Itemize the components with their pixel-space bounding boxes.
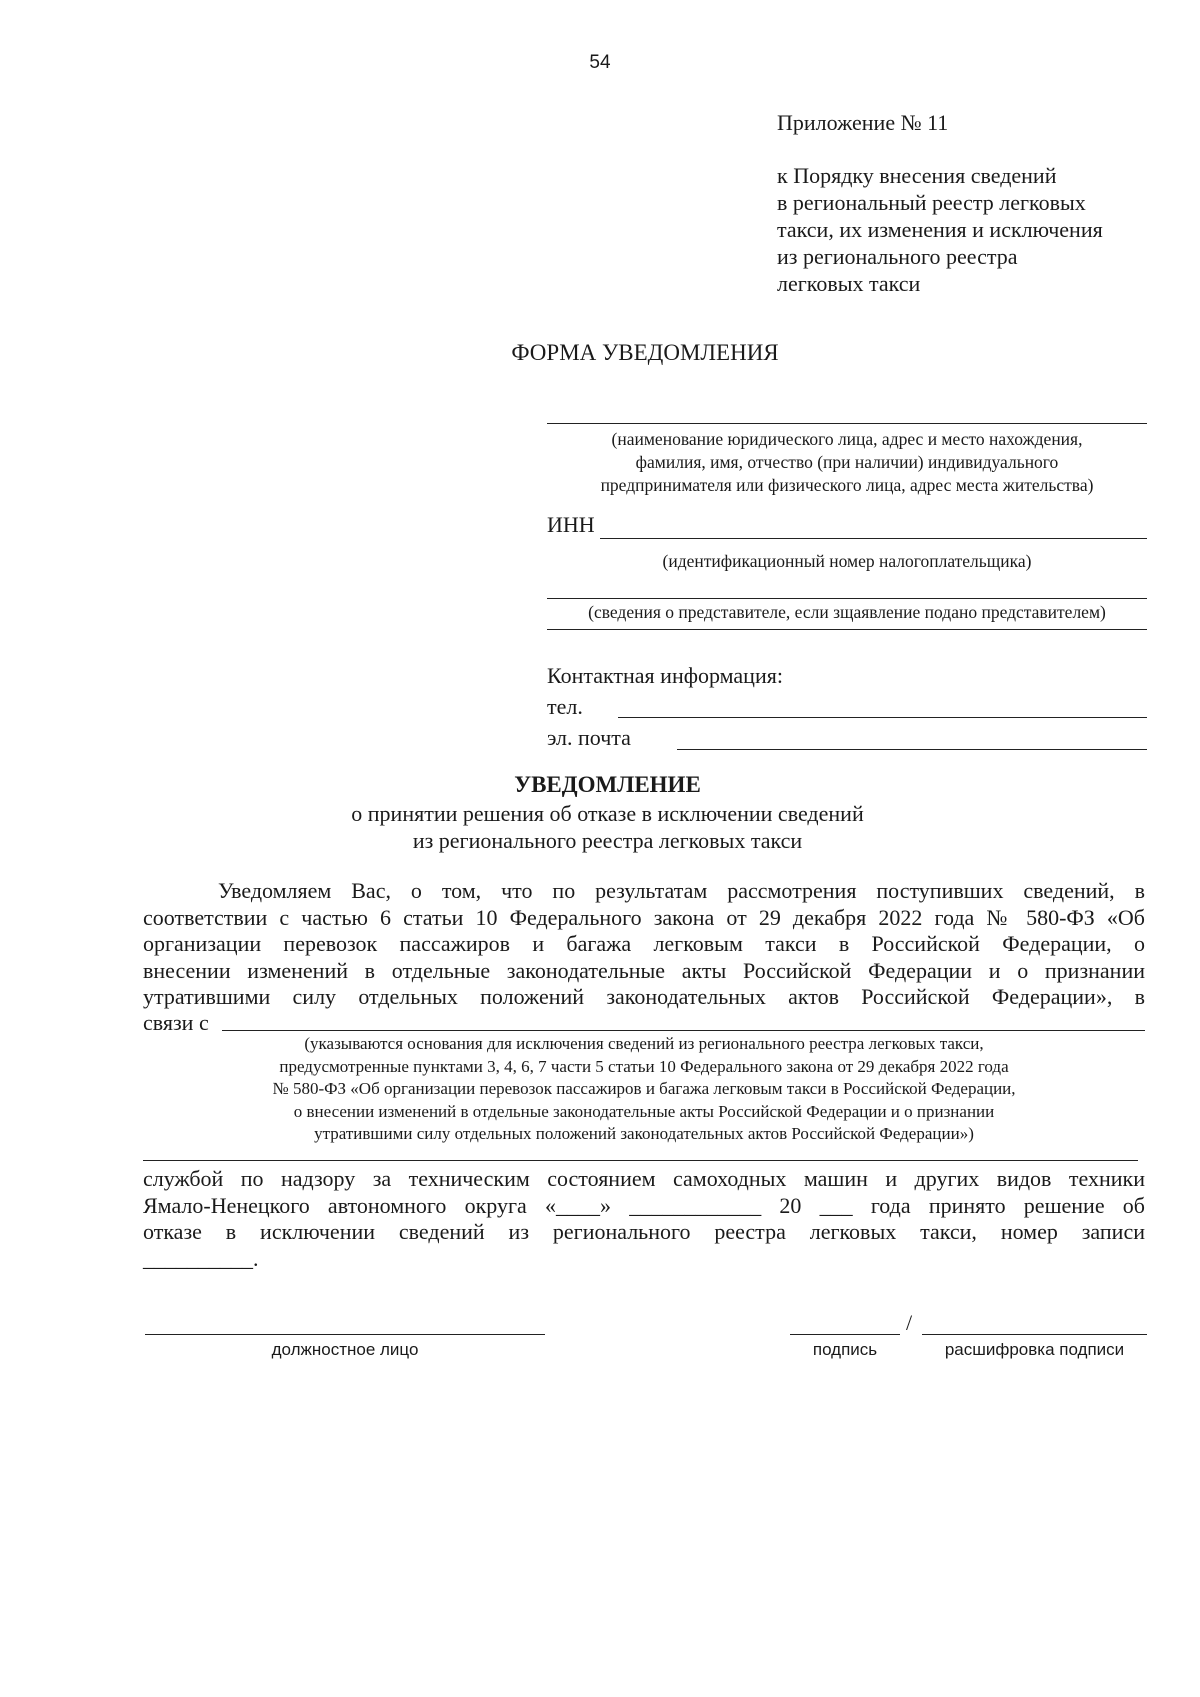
body-line: соответствии с частью 6 статьи 10 Федерального закона от 29 декабря 2022 года № 580-ФЗ «Об [143,904,1145,930]
decision-line: службой по надзору за техническим состоянием самоходных машин и других видов техники [143,1166,1145,1191]
reason-line[interactable] [222,1030,1145,1031]
decision-line: Ямало-Ненецкого автономного округа «____» ____________ 20 ___ года принято решение об [143,1192,1145,1218]
notice-subtitle-line: из регионального реестра легковых такси [412,828,803,853]
reason-caption-line: № 580-ФЗ «Об организации перевозок пассажиров и багажа легковым такси в Российской Федерации, [272,1079,1016,1098]
email-label: эл. почта [547,725,631,750]
inn-line[interactable] [600,538,1147,539]
reason-caption-line: (указываются основания для исключения сведений из регионального реестра легковых такси, [304,1034,984,1053]
contact-label: Контактная информация: [547,663,783,688]
signature-label: подпись [812,1340,878,1359]
signature-separator: / [906,1310,913,1335]
phone-line[interactable] [618,717,1147,718]
appendix-line: к Порядку внесения сведений [777,163,1057,188]
appendix-title: Приложение № 11 [777,110,949,135]
decoding-line[interactable] [922,1334,1147,1335]
appendix-reference [777,162,1103,297]
decoding-label: расшифровка подписи [944,1340,1125,1359]
reason-continuation-line[interactable] [143,1160,1138,1161]
appendix-line: из регионального реестра [777,244,1018,269]
representative-underline [547,629,1147,630]
phone-label: тел. [547,694,583,719]
recipient-name-line[interactable] [547,423,1147,424]
decision-line: отказе в исключении сведений из регионального реестра легковых такси, номер записи [143,1219,1145,1244]
inn-caption: (идентификационный номер налогоплательщика) [662,551,1032,571]
representative-caption: (сведения о представителе, если зщаявление подано представителем) [588,602,1106,622]
body-line: утратившими силу отдельных положений законодательных актов Российской Федерации», в [143,984,1145,1009]
inn-label: ИНН [547,512,595,537]
reason-caption-line: о внесении изменений в отдельные законодательные акты Российской Федерации и о признании [293,1101,995,1121]
body-line: Уведомляем Вас, о том, что по результатам рассмотрения поступивших сведений, в [218,878,1145,903]
notice-subtitle-line: о принятии решения об отказе в исключении сведений [351,801,864,826]
record-number: __________. [143,1245,259,1271]
form-title: ФОРМА УВЕДОМЛЕНИЯ [511,340,779,365]
representative-line[interactable] [547,598,1147,599]
recipient-caption-line: предпринимателя или физического лица, адрес места жительства) [600,475,1094,495]
notice-decision [143,1166,1145,1272]
email-line[interactable] [677,749,1147,750]
appendix-line: в региональный реестр легковых [777,190,1086,215]
appendix-line: легковых такси [777,271,921,296]
signature-line[interactable] [790,1334,900,1335]
recipient-caption-line: (наименование юридического лица, адрес и место нахождения, [611,429,1083,449]
in-connection-label: связи с [143,1010,209,1035]
appendix-line: такси, их изменения и исключения [777,217,1103,242]
body-line: внесении изменений в отдельные законодательные акты Российской Федерации и о признании [143,957,1145,983]
notice-subtitle [0,800,1200,854]
body-line: организации перевозок пассажиров и багажа легковым такси в Российской Федерации, о [143,931,1145,956]
reason-caption [143,1033,1145,1146]
recipient-caption [547,428,1147,497]
reason-caption-line: утратившими силу отдельных положений законодательных актов Российской Федерации») [314,1124,974,1143]
official-label: должностное лицо [271,1340,419,1359]
reason-caption-line: предусмотренные пунктами 3, 4, 6, 7 части 5 статьи 10 Федерального закона от 29 декабря 2022 года [279,1056,1009,1076]
recipient-caption-line: фамилия, имя, отчество (при наличии) индивидуального [635,452,1059,472]
page-number: 54 [589,52,611,73]
notice-title: УВЕДОМЛЕНИЕ [514,772,701,797]
notice-body [143,878,1145,1011]
official-line[interactable] [145,1334,545,1335]
